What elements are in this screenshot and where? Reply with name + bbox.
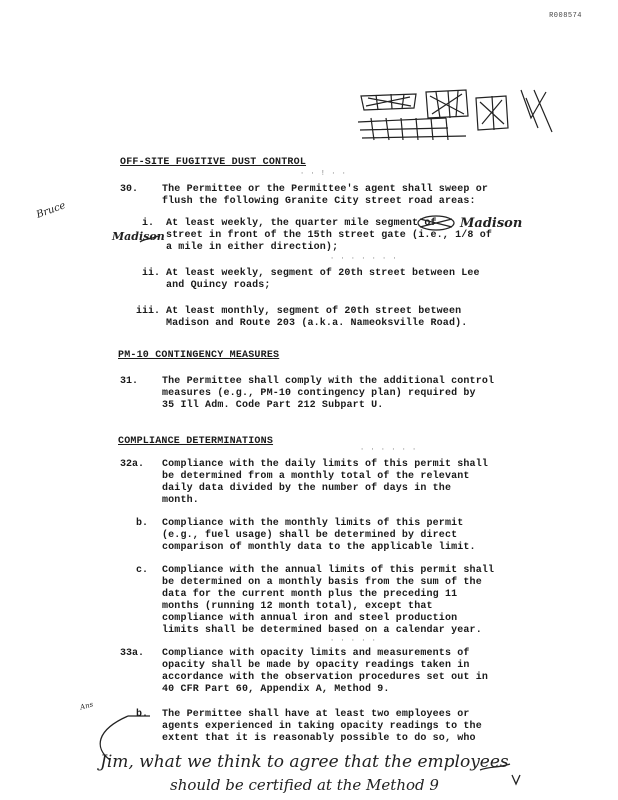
item-text-line: data for the current month plus the preceding 11 bbox=[162, 589, 458, 600]
item-text-line: 40 CFR Part 60, Appendix A, Method 9. bbox=[162, 684, 390, 695]
item-text-line: accordance with the observation procedures set out in bbox=[162, 672, 489, 683]
item-text-line: be determined from a monthly total of the relevant bbox=[162, 471, 470, 482]
item-number: ii. bbox=[142, 268, 161, 279]
item-number: 32a. bbox=[120, 459, 145, 470]
item-text-line: comparison of monthly data to the applicable limit. bbox=[162, 542, 476, 553]
handwritten-insertion: Madison bbox=[460, 216, 523, 231]
item-text-line: be determined on a monthly basis from the sum of the bbox=[162, 577, 482, 588]
item-text-line: compliance with annual iron and steel production bbox=[162, 613, 458, 624]
item-number: b. bbox=[136, 518, 149, 529]
item-text-line: daily data divided by the number of days in the bbox=[162, 483, 452, 494]
heading-fugitive-dust: OFF-SITE FUGITIVE DUST CONTROL bbox=[120, 157, 307, 168]
item-text-line: The Permittee shall have at least two employees or bbox=[162, 709, 470, 720]
faint-mark: · · · · · · · bbox=[330, 255, 398, 263]
item-text-line: extent that it is reasonably possible to do so, who bbox=[162, 733, 476, 744]
item-text-line: At least weekly, segment of 20th street between Lee bbox=[166, 268, 480, 279]
item-text-line: a mile in either direction); bbox=[166, 242, 339, 253]
condition-text-line: The Permittee shall comply with the additional control bbox=[162, 376, 495, 387]
item-text-line: months (running 12 month total), except that bbox=[162, 601, 433, 612]
item-text-line: (e.g., fuel usage) shall be determined by direct bbox=[162, 530, 458, 541]
item-text-line: Compliance with the monthly limits of this permit bbox=[162, 518, 464, 529]
condition-text-line: The Permittee or the Permittee's agent shall sweep or bbox=[162, 184, 489, 195]
item-number: 33a. bbox=[120, 648, 145, 659]
item-text-line: month. bbox=[162, 495, 199, 506]
item-number: iii. bbox=[136, 306, 161, 317]
handwritten-comment-line: should be certified at the Method 9 bbox=[170, 776, 439, 794]
item-text-line: Madison and Route 203 (a.k.a. Nameoksville Road). bbox=[166, 318, 468, 329]
handwritten-margin-note: Bruce bbox=[35, 200, 68, 221]
faint-mark: · · · · · · bbox=[360, 446, 418, 454]
condition-text-line: flush the following Granite City street road areas: bbox=[162, 196, 476, 207]
item-text-line: limits shall be determined based on a calendar year. bbox=[162, 625, 482, 636]
faint-mark: · · · · · bbox=[330, 637, 377, 645]
item-text-line: At least monthly, segment of 20th street between bbox=[166, 306, 462, 317]
condition-number: 30. bbox=[120, 184, 139, 195]
handwritten-margin-note: Madison bbox=[112, 230, 165, 243]
item-text-line: and Quincy roads; bbox=[166, 280, 271, 291]
condition-text-line: 35 Ill Adm. Code Part 212 Subpart U. bbox=[162, 400, 384, 411]
condition-number: 31. bbox=[120, 376, 139, 387]
item-text-line: Compliance with the daily limits of this permit shall bbox=[162, 459, 489, 470]
heading-pm10-contingency: PM-10 CONTINGENCY MEASURES bbox=[118, 350, 280, 361]
item-text-line: agents experienced in taking opacity readings to the bbox=[162, 721, 482, 732]
item-text-line: At least weekly, the quarter mile segment of bbox=[166, 218, 437, 229]
item-number: i. bbox=[142, 218, 155, 229]
handwritten-margin-note: Ans bbox=[79, 700, 94, 712]
heading-compliance-determinations: COMPLIANCE DETERMINATIONS bbox=[118, 436, 274, 447]
handwritten-comment-line: Jim, what we think to agree that the employees bbox=[100, 752, 509, 772]
item-text-line: Compliance with the annual limits of this permit shall bbox=[162, 565, 495, 576]
item-text-line: street in front of the 15th street gate (i.e., 1/8 of bbox=[166, 230, 493, 241]
document-id: R008574 bbox=[549, 12, 582, 20]
item-number: c. bbox=[136, 565, 149, 576]
condition-text-line: measures (e.g., PM-10 contingency plan) required by bbox=[162, 388, 476, 399]
faint-mark: · · ! · · bbox=[300, 170, 347, 178]
item-number: b. bbox=[136, 709, 149, 720]
item-text-line: Compliance with opacity limits and measurements of bbox=[162, 648, 470, 659]
item-text-line: opacity shall be made by opacity readings taken in bbox=[162, 660, 470, 671]
